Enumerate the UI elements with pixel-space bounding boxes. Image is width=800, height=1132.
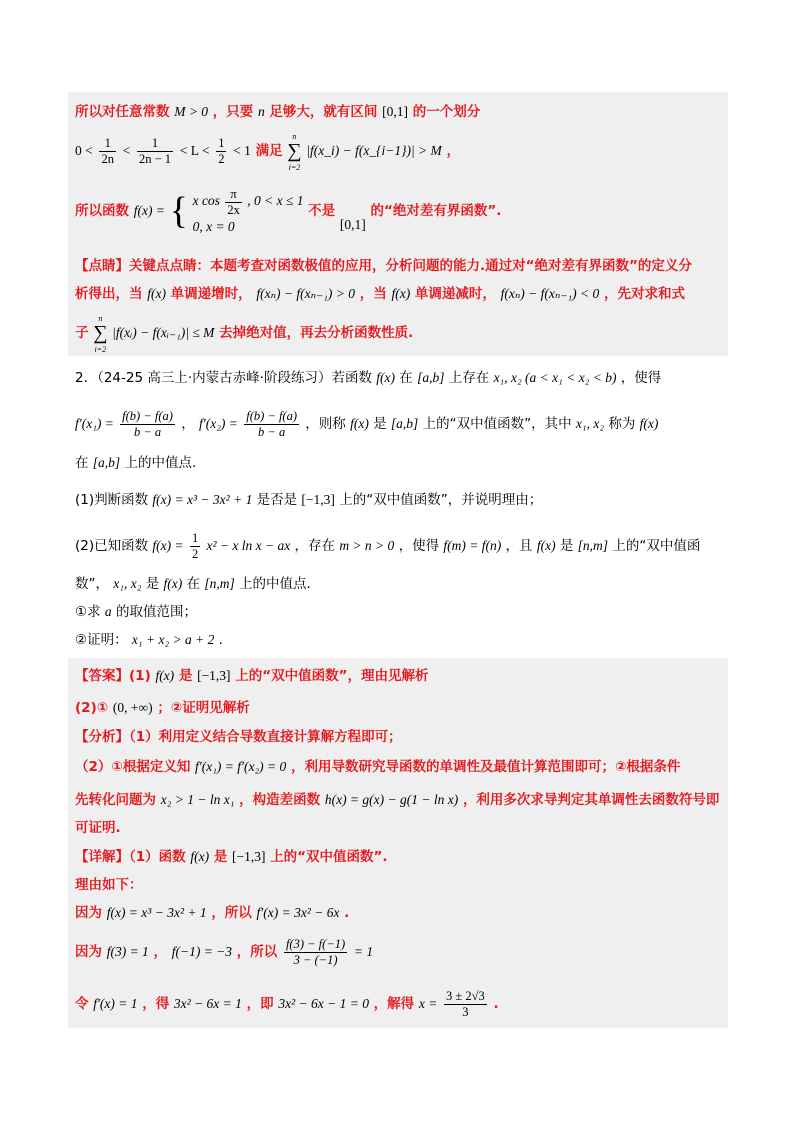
analysis-line-2: （2）①根据定义知 f′(x₁) = f′(x₂) = 0 ，利用导数研究导函数的单调性及最值计算范围即可；②根据条件 <box>75 759 681 775</box>
dianjing-line-3: 子 n ∑ i=2 |f(xᵢ) − f(xᵢ₋₁)| ≤ M 去掉绝对值，再去分析函数性质. <box>75 314 414 354</box>
analysis-line-1: 【分析】（1）利用定义结合导数直接计算解方程即可； <box>75 729 402 745</box>
q2-sub-1: ①求 a 的取值范围； <box>75 604 197 620</box>
q2-part-1: (1)判断函数 f(x) = x³ − 3x² + 1 是否是 [−1,3] 上的“双中值函数”，并说明理由； <box>75 492 543 508</box>
q2-line-3: 在 [a,b] 上的中值点. <box>75 455 197 471</box>
dianjing-line-1: 【点睛】关键点点睛：本题考查对函数极值的应用，分析问题的能力.通过对“绝对差有界函数”的定义分 <box>75 258 692 274</box>
piecewise-line: 所以函数 f(x) = { x cos $\frac{\pi}{2x}$ , 0 < x ≤ 1 0, x = 0 不是 [0,1] 的“绝对差有界函数”. <box>75 186 502 234</box>
detail-line-3: 因为 f(x) = x³ − 3x² + 1 ，所以 f′(x) = 3x² − 6x . <box>75 905 350 921</box>
q2-part-2: (2)已知函数 f(x) = $\frac{1}{2}$ x² − x ln x − ax ，存在 m > n > 0 ，使得 f(m) = f(n) ，且 f(x) 是 [n,m] 上的“双中值函 <box>75 530 701 561</box>
dianjing-line-2: 析得出，当 f(x) 单调递增时， f(xₙ) − f(xₙ₋₁) > 0 ，当 f(x) 单调递减时， f(xₙ) − f(xₙ₋₁) < 0 ，先对求和式 <box>75 286 685 302</box>
detail-line-2: 理由如下： <box>75 877 143 893</box>
detail-line-5: 令 f′(x) = 1 ，得 3x² − 6x = 1 ，即 3x² − 6x − 1 = 0 ，解得 x = $\frac{3 \pm 2√3}{3}$ . <box>75 988 499 1019</box>
q2-part-2-cont: 数”， x₁, x₂ 是 f(x) 在 [n,m] 上的中值点. <box>75 576 311 592</box>
partition-line: 0 < $\frac{1}{2n}$ < $\frac{1}{2n - 1}$ < L < $\frac{1}{2}$ < 1 满足 n ∑ i=2 |f(x_i) − f(x_{i−1})| > M ， <box>75 132 460 172</box>
case-1: x cos $\frac{\pi}{2x}$ , 0 < x ≤ 1 <box>192 186 304 217</box>
answer-line-2: (2)① (0, +∞) ；②证明见解析 <box>75 700 250 716</box>
detail-line-4: 因为 f(3) = 1 ， f(−1) = −3 ，所以 $\frac{f(3) - f(-1)}{3 - (-1)}$ = 1 <box>75 936 374 967</box>
conclusion-line-1: 所以对任意常数 M > 0 ，只要 n 足够大，就有区间 [0,1] 的一个划分 <box>75 104 481 120</box>
answer-line-1: 【答案】(1) f(x) 是 [−1,3] 上的“双中值函数”，理由见解析 <box>75 668 429 684</box>
case-2: 0, x = 0 <box>192 218 235 234</box>
q2-sub-2: ②证明： x₁ + x₂ > a + 2 . <box>75 632 223 648</box>
detail-line-1: 【详解】（1）函数 f(x) 是 [−1,3] 上的“双中值函数”. <box>75 849 388 865</box>
q2-line-2: f′(x₁) = $\frac{f(b) - f(a)}{b - a}$ ， f′(x₂) = $\frac{f(b) - f(a)}{b - a}$ ，则称 f(x) 是 [a,b] 上的“双中值函数”，其中 x₁, x₂ 称为 f(x) <box>75 408 659 439</box>
analysis-line-3: 先转化问题为 x₂ > 1 − ln x₁ ，构造差函数 h(x) = g(x) − g(1 − ln x) ，利用多次求导判定其单调性去函数符号即 <box>75 792 720 808</box>
analysis-line-4: 可证明. <box>75 820 121 836</box>
q2-line-1: 2．（24-25 高三上·内蒙古赤峰·阶段练习）若函数 f(x) 在 [a,b] 上存在 x₁, x₂ (a < x₁ < x₂ < b) ，使得 <box>75 370 662 386</box>
